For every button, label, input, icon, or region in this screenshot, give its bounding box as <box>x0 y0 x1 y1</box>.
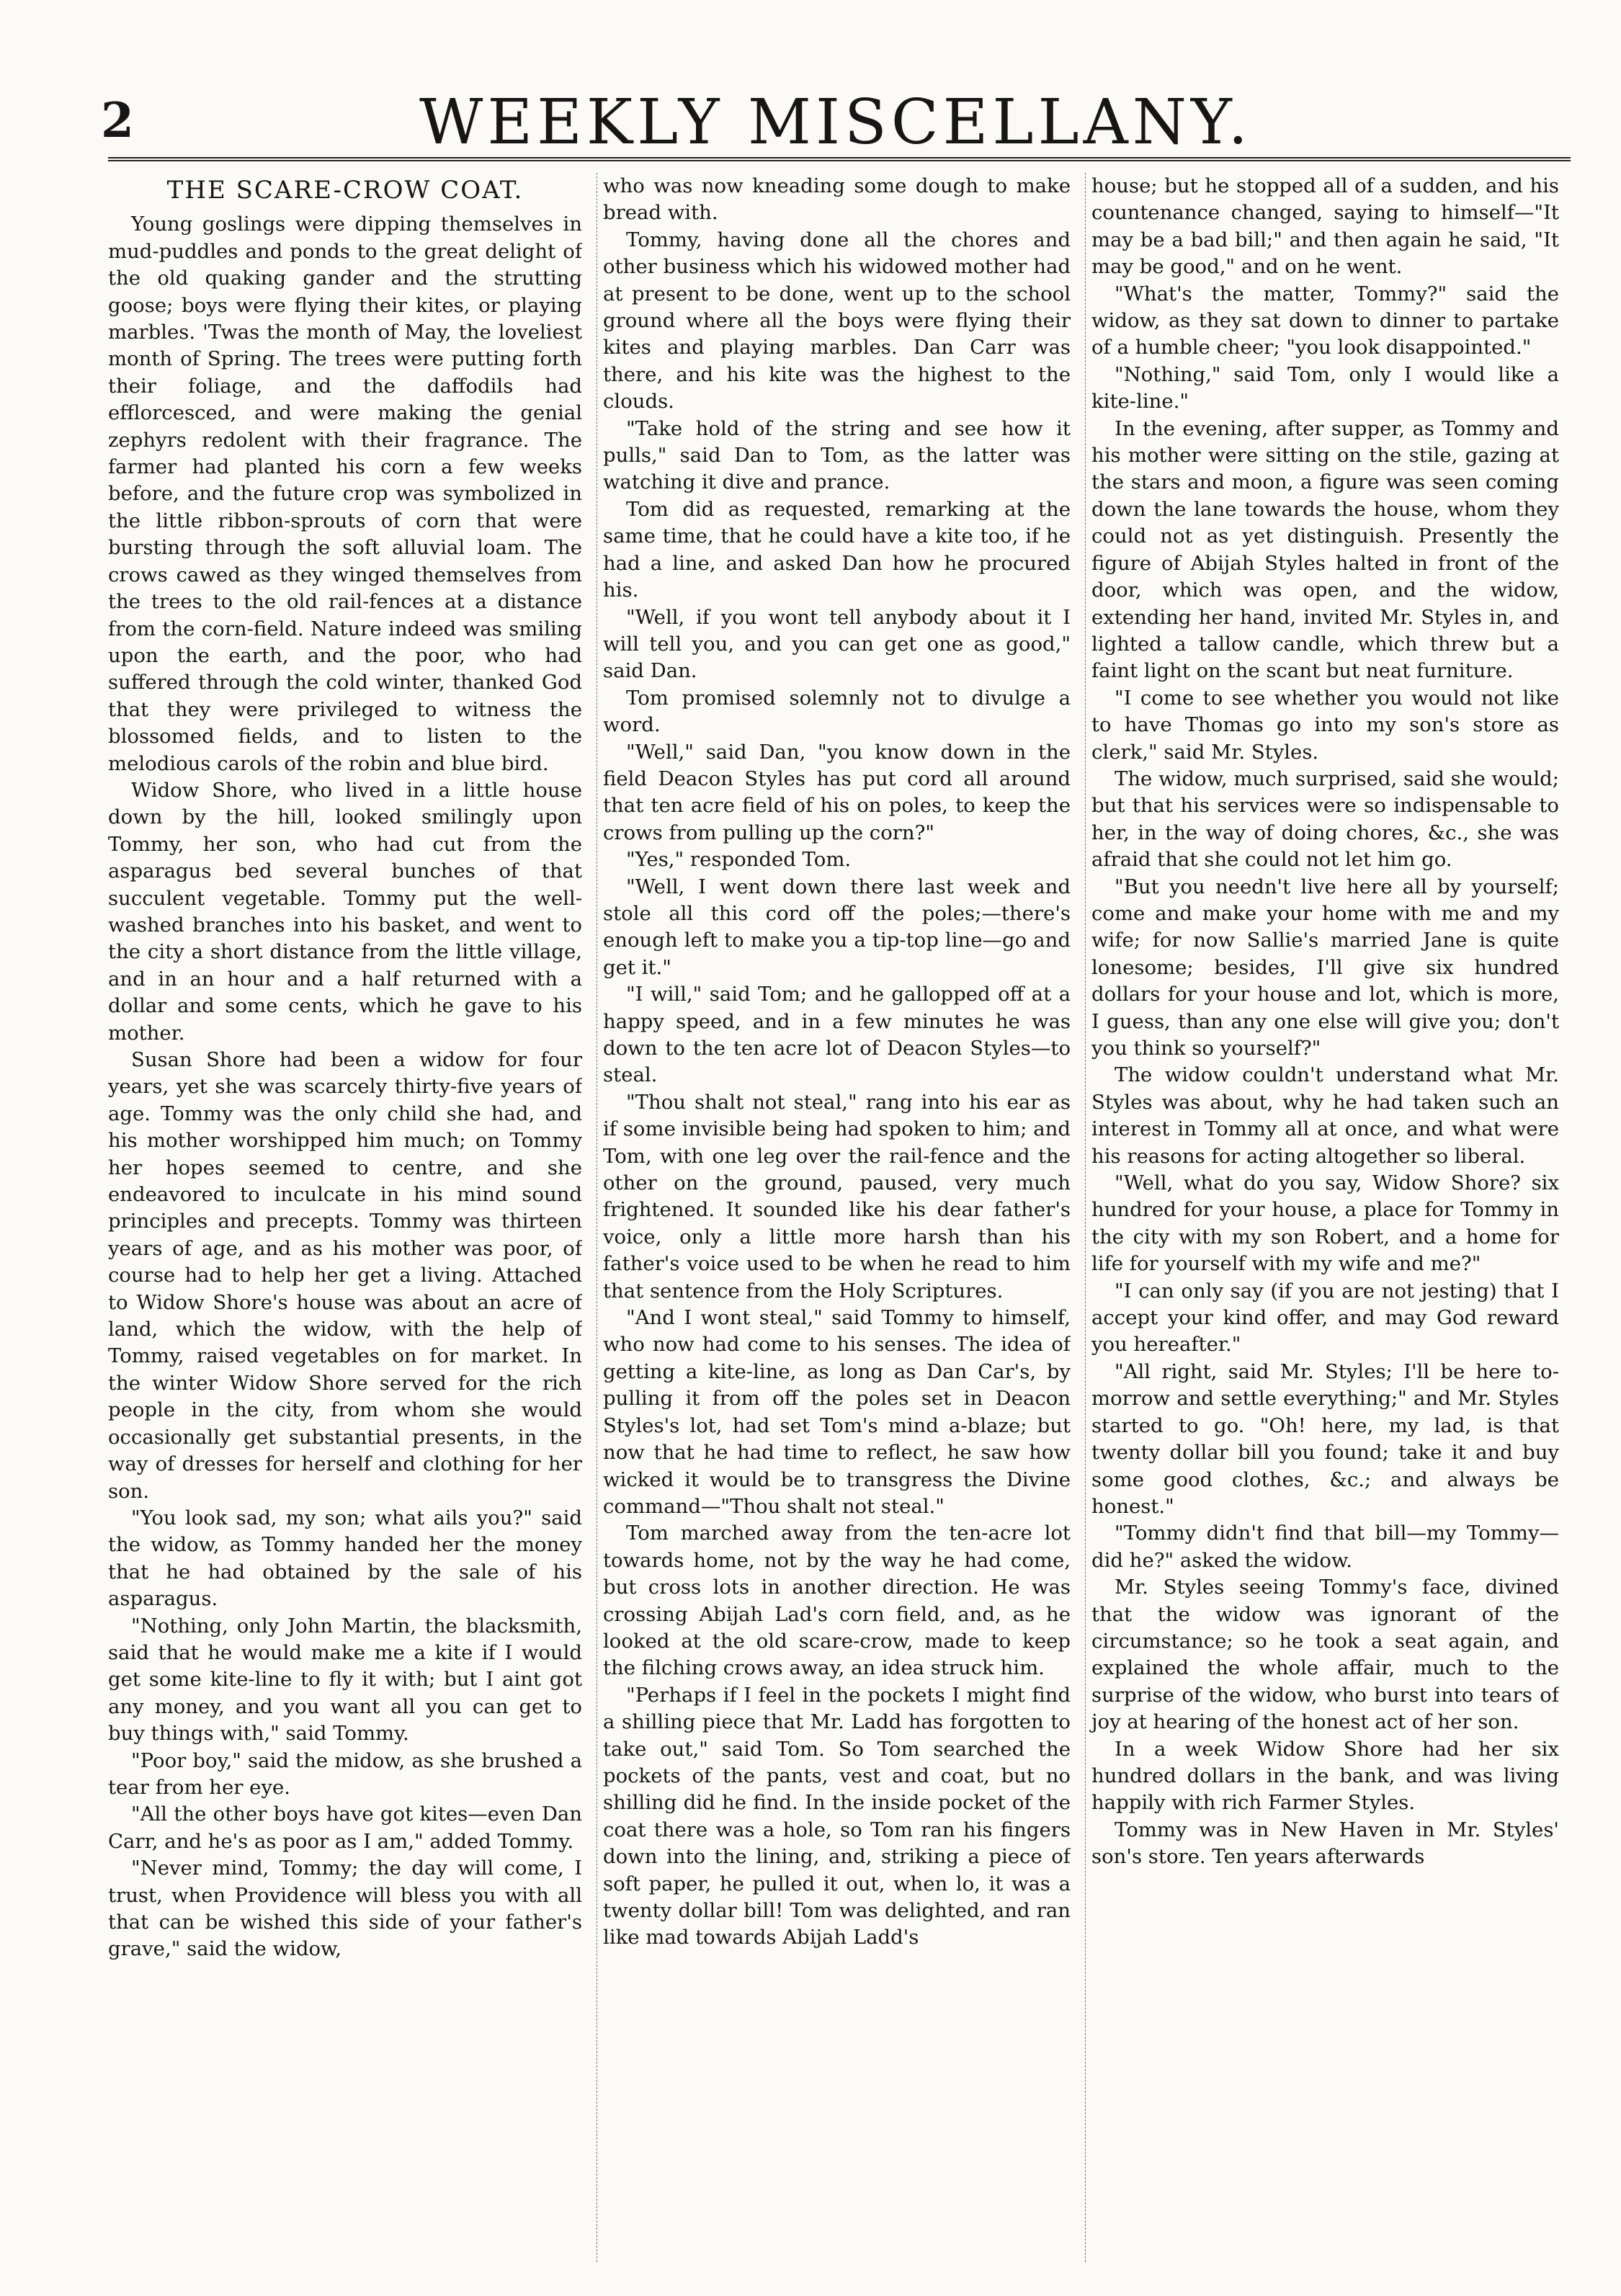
paragraph: "And I wont steal," said Tommy to himself, who now had come to his senses. The idea of getting a kite-line, as long as Dan Car's, by pulling it from off the poles set in Deacon Styles's lot, had set Tom's mind a-blaze; but now that he had time to reflect, he saw how wicked it would be to transgress the Divine command—"Thou shalt not steal." <box>603 1306 1071 1518</box>
page-number: 2 <box>101 92 134 148</box>
paragraph: Young goslings were dipping themselves in mud-puddles and ponds to the great delight of the old quaking gander and the strutting goose; boys were flying their kites, or playing marbles. 'Twas the month of May, the loveliest month of Spring. The trees were putting forth their foliage, and the daffodils had efflorcesced, and were making the genial zephyrs redolent with their fragrance. The farmer had planted his corn a few weeks before, and the future crop was symbolized in the little ribbon-sprouts of corn that were bursting through the soft alluvial loam. The crows cawed as they winged themselves from the trees to the old rail-fences at a distance from the corn-field. Nature indeed was smiling upon the earth, and the poor, who had suffered through the cold winter, thanked God that they were privileged to witness the blossomed fields, and to listen to the melodious carols of the robin and blue bird. <box>108 213 582 775</box>
column-1 <box>108 173 582 2262</box>
paragraph: "But you needn't live here all by yourself; come and make your home with me and my wife; for now Sallie's married Jane is quite lonesome; besides, I'll give six hundred dollars for your house and lot, which is more, I guess, than any one else will give you; don't you think so yourself?" <box>1091 875 1559 1060</box>
paragraph: "Well," said Dan, "you know down in the field Deacon Styles has put cord all around that ten acre field of his on poles, to keep the crows from pulling up the corn?" <box>603 740 1071 844</box>
paragraph: "Take hold of the string and see how it pulls," said Dan to Tom, as the latter was watching it dive and prance. <box>603 416 1071 494</box>
paragraph: In the evening, after supper, as Tommy and his mother were sitting on the stile, gazing at the stars and moon, a figure was seen coming down the lane towards the house, whom they could not as yet distinguish. Presently the figure of Abijah Styles halted in front of the door, which was open, and the widow, extending her hand, invited Mr. Styles in, and lighted a tallow candle, which threw but a faint light on the scant but neat furniture. <box>1091 416 1559 683</box>
paragraph: In a week Widow Shore had her six hundred dollars in the bank, and was living happily with rich Farmer Styles. <box>1091 1737 1559 1815</box>
paragraph: Tom promised solemnly not to divulge a word. <box>603 686 1071 737</box>
paragraph: "Well, I went down there last week and stole all this cord off the poles;—there's enough left to make you a tip-top line—go and get it." <box>603 875 1071 979</box>
paragraph: The widow, much surprised, said she would; but that his services were so indispensable to her, in the way of doing chores, &c., she was afraid that she could not let him go. <box>1091 767 1559 872</box>
paragraph: "Nothing, only John Martin, the blacksmith, said that he would make me a kite if I would get some kite-line to fly it with; but I aint got any money, and you want all you can get to buy things with," said Tommy. <box>108 1614 582 1746</box>
column-2 <box>597 173 1071 2262</box>
paragraph: The widow couldn't understand what Mr. Styles was about, why he had taken such an interest in Tommy all at once, and what were his reasons for acting altogether so liberal. <box>1091 1063 1559 1168</box>
paragraph: "What's the matter, Tommy?" said the widow, as they sat down to dinner to partake of a humble cheer; "you look disappointed." <box>1091 282 1559 359</box>
paragraph: "You look sad, my son; what ails you?" said the widow, as Tommy handed her the money that he had obtained by the sale of his asparagus. <box>108 1506 582 1611</box>
paragraph: "Never mind, Tommy; the day will come, I trust, when Providence will bless you with all that can be wished this side of your father's grave," said the widow, <box>108 1857 582 1961</box>
page-header <box>101 86 1571 166</box>
paragraph: "Well, if you wont tell anybody about it I will tell you, and you can get one as good," said Dan. <box>603 605 1071 683</box>
paragraph: "I can only say (if you are not jesting) that I accept your kind offer, and may God reward you hereafter." <box>1091 1279 1559 1357</box>
paragraph: Tommy, having done all the chores and other business which his widowed mother had at present to be done, went up to the school ground where all the boys were flying their kites and playing marbles. Dan Carr was there, and his kite was the highest to the clouds. <box>603 228 1071 414</box>
paragraph: house; but he stopped all of a sudden, and his countenance changed, saying to himself—"It may be a bad bill;" and then again he said, "It may be good," and on he went. <box>1091 174 1559 279</box>
paragraph: "All the other boys have got kites—even Dan Carr, and he's as poor as I am," added Tommy. <box>108 1803 582 1853</box>
paragraph: "All right, said Mr. Styles; I'll be here to-morrow and settle everything;" and Mr. Styles started to go. "Oh! here, my lad, is that twenty dollar bill you found; take it and buy some good clothes, &c.; and always be honest." <box>1091 1359 1559 1518</box>
paragraph: "Perhaps if I feel in the pockets I might find a shilling piece that Mr. Ladd has forgotten to take out," said Tom. So Tom searched the pockets of the pants, vest and coat, but no shilling did he find. In the inside pocket of the coat there was a hole, so Tom ran his fingers down into the lining, and, striking a piece of soft paper, he pulled it out, when lo, it was a twenty dollar bill! Tom was delighted, and ran like mad towards Abijah Ladd's <box>603 1683 1071 1949</box>
paragraph: Tom did as requested, remarking at the same time, that he could have a kite too, if he had a line, and asked Dan how he procured his. <box>603 497 1071 602</box>
paragraph: "Nothing," said Tom, only I would like a kite-line." <box>1091 362 1559 414</box>
paragraph: Tom marched away from the ten-acre lot towards home, not by the way he had come, but cross lots in another direction. He was crossing Abijah Lad's corn field, and, as he looked at the old scare-crow, made to keep the filching crows away, an idea struck him. <box>603 1522 1071 1680</box>
column-3 <box>1085 173 1559 2262</box>
paragraph: "Well, what do you say, Widow Shore? six hundred for your house, a place for Tommy in the city with my son Robert, and a home for life for yourself with my wife and me?" <box>1091 1171 1559 1276</box>
paragraph: "Poor boy," said the midow, as she brushed a tear from her eye. <box>108 1748 582 1799</box>
paragraph: Susan Shore had been a widow for four years, yet she was scarcely thirty-five years of age. Tommy was the only child she had, and his mother worshipped him much; on Tommy her hopes seemed to centre, and she endeavored to inculcate in his mind sound principles and precepts. Tommy was thirteen years of age, and as his mother was poor, of course had to help her get a living. Attached to Widow Shore's house was about an acre of land, which the widow, with the help of Tommy, raised vegetables on for market. In the winter Widow Shore served for the rich people in the city, from whom she would occasionally get substantial presents, in the way of dresses for herself and clothing for her son. <box>108 1048 582 1503</box>
paragraph: "I come to see whether you would not like to have Thomas go into my son's store as clerk," said Mr. Styles. <box>1091 686 1559 764</box>
article-title: THE SCARE-CROW COAT. <box>166 176 524 205</box>
paragraph: who was now kneading some dough to make bread with. <box>603 174 1071 225</box>
paragraph: "Yes," responded Tom. <box>626 848 852 872</box>
paragraph: Tommy was in New Haven in Mr. Styles' son's store. Ten years afterwards <box>1091 1818 1559 1869</box>
paragraph: "Thou shalt not steal," rang into his ear as if some invisible being had spoken to him; and Tom, with one leg over the rail-fence and the other on the ground, paused, very much frightened. It sounded like his dear father's voice, only a little more harsh than his father's voice used to be when he read to him that sentence from the Holy Scriptures. <box>603 1090 1071 1303</box>
masthead: WEEKLY MISCELLANY. <box>419 86 1253 158</box>
article-columns <box>108 173 1571 2262</box>
paragraph: "Tommy didn't find that bill—my Tommy—did he?" asked the widow. <box>1091 1522 1559 1572</box>
paragraph: "I will," said Tom; and he gallopped off at a happy speed, and in a few minutes he was down to the ten acre lot of Deacon Styles—to steal. <box>603 983 1071 1087</box>
paragraph: Widow Shore, who lived in a little house down by the hill, looked smilingly upon Tommy, her son, who had cut from the asparagus bed several bunches of that succulent vegetable. Tommy put the well-washed branches into his basket, and went to the city a short distance from the little village, and in an hour and a half returned with a dollar and some cents, which he gave to his mother. <box>108 778 582 1045</box>
header-rule <box>108 157 1571 161</box>
paragraph: Mr. Styles seeing Tommy's face, divined that the widow was ignorant of the circumstance; so he took a seat again, and explained the whole affair, much to the surprise of the widow, who burst into tears of joy at hearing of the honest act of her son. <box>1091 1576 1559 1734</box>
